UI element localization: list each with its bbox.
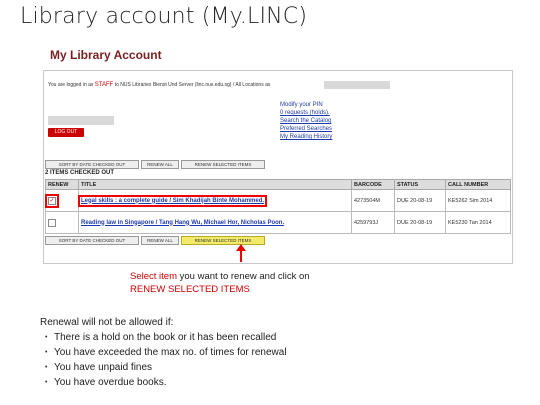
login-status (48, 82, 270, 88)
list-item: • You have unpaid fines (54, 360, 287, 375)
renewal-rules (40, 315, 287, 390)
items-count: 2 ITEMS CHECKED OUT (45, 170, 115, 176)
call-number-cell: KE5262 Sim 2014 (446, 190, 511, 212)
account-links (280, 101, 332, 141)
login-suffix: to NUS Libraries Bienst Und Server (linc.nus.edu.sg) / All Locations as (113, 82, 271, 88)
column-header: RENEW (46, 180, 79, 190)
status-cell: DUE 20-08-19 (395, 212, 446, 234)
preferred-searches-link[interactable]: Preferred Searches (280, 126, 333, 132)
renew-all-button[interactable]: RENEW ALL (141, 236, 179, 245)
list-item: • You have overdue books. (54, 375, 287, 390)
instruction-middle: you want to renew and click on (177, 271, 310, 282)
title-cell (79, 190, 352, 212)
table-header-row (46, 180, 511, 190)
library-account-panel (43, 70, 513, 264)
list-item: • You have exceeded the max no. of times for renewal (54, 345, 287, 360)
column-header: STATUS (395, 180, 446, 190)
list-item: • There is a hold on the book or it has been recalled (54, 330, 287, 345)
redacted-block (48, 116, 114, 125)
renew-cell (46, 212, 79, 234)
table-row (46, 212, 511, 234)
column-header: BARCODE (352, 180, 395, 190)
checked-out-table (45, 179, 511, 234)
title-cell (79, 212, 352, 234)
table-row (46, 190, 511, 212)
call-number-cell: KE5230 Tan 2014 (446, 212, 511, 234)
reading-history-link[interactable]: My Reading History (280, 134, 333, 140)
item-title-link[interactable]: Legal skills : a complete guide / Sim Khadijah Binte Mohammed. (81, 197, 265, 204)
column-header: TITLE (79, 180, 352, 190)
barcode-cell: 4273504M (352, 190, 395, 212)
requests-link[interactable]: 0 requests (holds). (280, 110, 330, 116)
sort-by-date-button[interactable]: SORT BY DATE CHECKED OUT (45, 160, 139, 169)
renew-checkbox[interactable] (48, 219, 56, 227)
renew-checkbox-checked[interactable]: ✓ (49, 197, 55, 204)
status-cell: DUE 20-08-19 (395, 190, 446, 212)
modify-pin-link[interactable]: Modify your PIN (280, 102, 323, 108)
renew-cell (46, 190, 79, 212)
redacted-block (324, 81, 390, 89)
renew-all-button[interactable]: RENEW ALL (141, 160, 179, 169)
slide-title: Library account (My.LINC) (20, 4, 308, 29)
instruction-button-name: RENEW SELECTED ITEMS (130, 284, 250, 295)
instruction-text (130, 270, 320, 296)
logout-button[interactable]: LOG OUT (48, 128, 84, 137)
item-title-link[interactable]: Reading law in Singapore / Tang Hang Wu, Michael Hor, Nicholas Poon. (81, 219, 285, 226)
arrow-shaft (240, 248, 242, 262)
renew-selected-button[interactable]: RENEW SELECTED ITEMS (181, 160, 265, 169)
renewal-rules-heading: Renewal will not be allowed if: (40, 317, 174, 328)
column-header: CALL NUMBER (446, 180, 511, 190)
search-catalog-link[interactable]: Search the Catalog (280, 118, 332, 124)
barcode-cell: 4259793J (352, 212, 395, 234)
renewal-rules-list (40, 330, 287, 390)
login-prefix: You are logged in as (48, 82, 95, 88)
section-title: My Library Account (50, 48, 162, 62)
instruction-select-item: Select item (130, 271, 177, 282)
renew-selected-button-highlighted[interactable]: RENEW SELECTED ITEMS (181, 236, 265, 245)
login-user: STAFF (94, 82, 114, 88)
sort-by-date-button[interactable]: SORT BY DATE CHECKED OUT (45, 236, 139, 245)
